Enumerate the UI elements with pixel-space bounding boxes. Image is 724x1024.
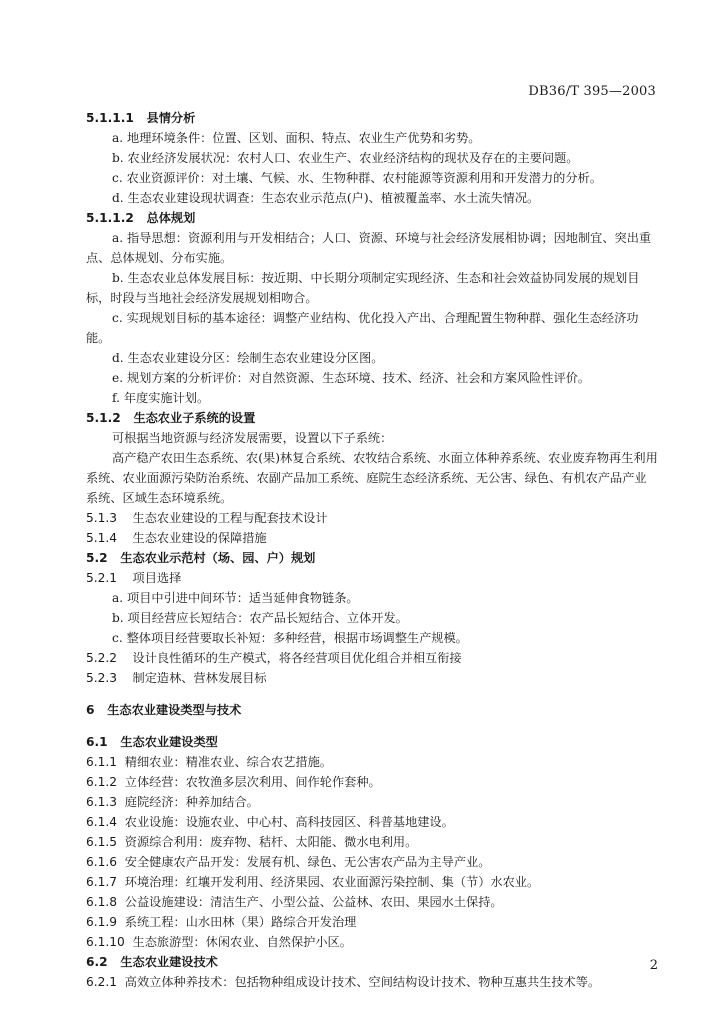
heading-5-1-1-2: 5.1.1.2 总体规划: [86, 211, 196, 225]
list-item: e. 规划方案的分析评价：对自然资源、生态环境、技术、经济、社会和方案风险性评价。: [112, 371, 591, 385]
list-item: 6.1.8 公益设施建设：清洁生产、小型公益、公益林、农田、果园水土保持。: [86, 895, 503, 909]
heading-5-2-3: 5.2.3 制定造林、营林发展目标: [86, 671, 267, 685]
list-item: 6.1.9 系统工程：山水田林（果）路综合开发治理: [86, 915, 357, 929]
paragraph: 高产稳产农田生态系统、农(果)林复合系统、农牧结合系统、水面立体种养系统、农业废弃物再生利用系统、农业面源污染防治系统、农副产品加工系统、庭院生态经济系统、无公害、绿色、有机农产品产业系统、区域生态环境系统。: [86, 451, 658, 505]
heading-5-1-2: 5.1.2 生态农业子系统的设置: [86, 411, 256, 425]
list-item: d. 生态农业建设分区：绘制生态农业建设分区图。: [112, 351, 384, 365]
list-item: 6.1.2 立体经营：农牧渔多层次利用、间作轮作套种。: [86, 775, 381, 789]
heading-5-1-4: 5.1.4 生态农业建设的保障措施: [86, 531, 267, 545]
list-item: a. 项目中引进中间环节：适当延伸食物链条。: [112, 591, 359, 605]
heading-5-2: 5.2 生态农业示范村（场、园、户）规划: [86, 551, 316, 565]
list-item: 6.1.4 农业设施：设施农业、中心村、高科技园区、科普基地建设。: [86, 815, 454, 829]
heading-5-1-3: 5.1.3 生态农业建设的工程与配套技术设计: [86, 511, 328, 525]
list-item: 6.1.10 生态旅游型：休闲农业、自然保护小区。: [86, 935, 352, 949]
heading-6-2: 6.2 生态农业建设技术: [86, 955, 218, 969]
list-item: b. 项目经营应长短结合：农产品长短结合、立体开发。: [112, 611, 408, 625]
list-item: c. 农业资源评价：对土壤、气候、水、生物种群、农村能源等资源利用和开发潜力的分析。: [112, 171, 602, 185]
document-id: DB36/T 395—2003: [528, 84, 656, 99]
page-number: 2: [649, 958, 658, 973]
list-item: 6.1.5 资源综合利用：废弃物、秸杆、太阳能、微水电利用。: [86, 835, 418, 849]
paragraph: 可根据当地资源与经济发展需要，设置以下子系统：: [112, 431, 393, 445]
list-item: b. 农业经济发展状况：农村人口、农业生产、农业经济结构的现状及存在的主要问题。: [112, 151, 579, 165]
heading-5-1-1-1: 5.1.1.1 县情分析: [86, 111, 196, 125]
document-body: [86, 108, 658, 992]
list-item: 6.1.3 庭院经济：种养加结合。: [86, 795, 259, 809]
heading-6: 6 生态农业建设类型与技术: [86, 703, 242, 717]
list-item: 6.1.6 安全健康农产品开发：发展有机、绿色、无公害农产品为主导产业。: [86, 855, 491, 869]
list-item: f. 年度实施计划。: [112, 391, 210, 405]
list-item: 6.1.1 精细农业：精准农业、综合农艺措施。: [86, 755, 332, 769]
heading-5-2-2: 5.2.2 设计良性循环的生产模式，将各经营项目优化组合并相互衔接: [86, 651, 462, 665]
list-item: 6.2.1 高效立体种养技术：包括物种组成设计技术、空间结构设计技术、物种互惠共生技术等。: [86, 975, 601, 989]
spacer: [86, 688, 658, 700]
list-item: d. 生态农业建设现状调查：生态农业示范点(户)、植被覆盖率、水土流失情况。: [112, 191, 540, 205]
spacer: [86, 720, 658, 732]
list-item: c. 整体项目经营要取长补短：多种经营，根据市场调整生产规模。: [112, 631, 468, 645]
list-item: a. 地理环境条件：位置、区划、面积、特点、农业生产优势和劣势。: [112, 131, 481, 145]
list-item: 6.1.7 环境治理：红壤开发利用、经济果园、农业面源污染控制、集（节）水农业。: [86, 875, 540, 889]
heading-6-1: 6.1 生态农业建设类型: [86, 735, 218, 749]
list-item: a. 指导思想：资源利用与开发相结合；人口、资源、环境与社会经济发展相协调；因地制宜、突出重点、总体规划、分布实施。: [86, 231, 652, 265]
heading-5-2-1: 5.2.1 项目选择: [86, 571, 182, 585]
list-item: c. 实现规划目标的基本途径：调整产业结构、优化投入产出、合理配置生物种群、强化生态经济功能。: [86, 311, 639, 345]
list-item: b. 生态农业总体发展目标：按近期、中长期分项制定实现经济、生态和社会效益协同发展的规划目标，时段与当地社会经济发展规划相吻合。: [86, 271, 640, 305]
